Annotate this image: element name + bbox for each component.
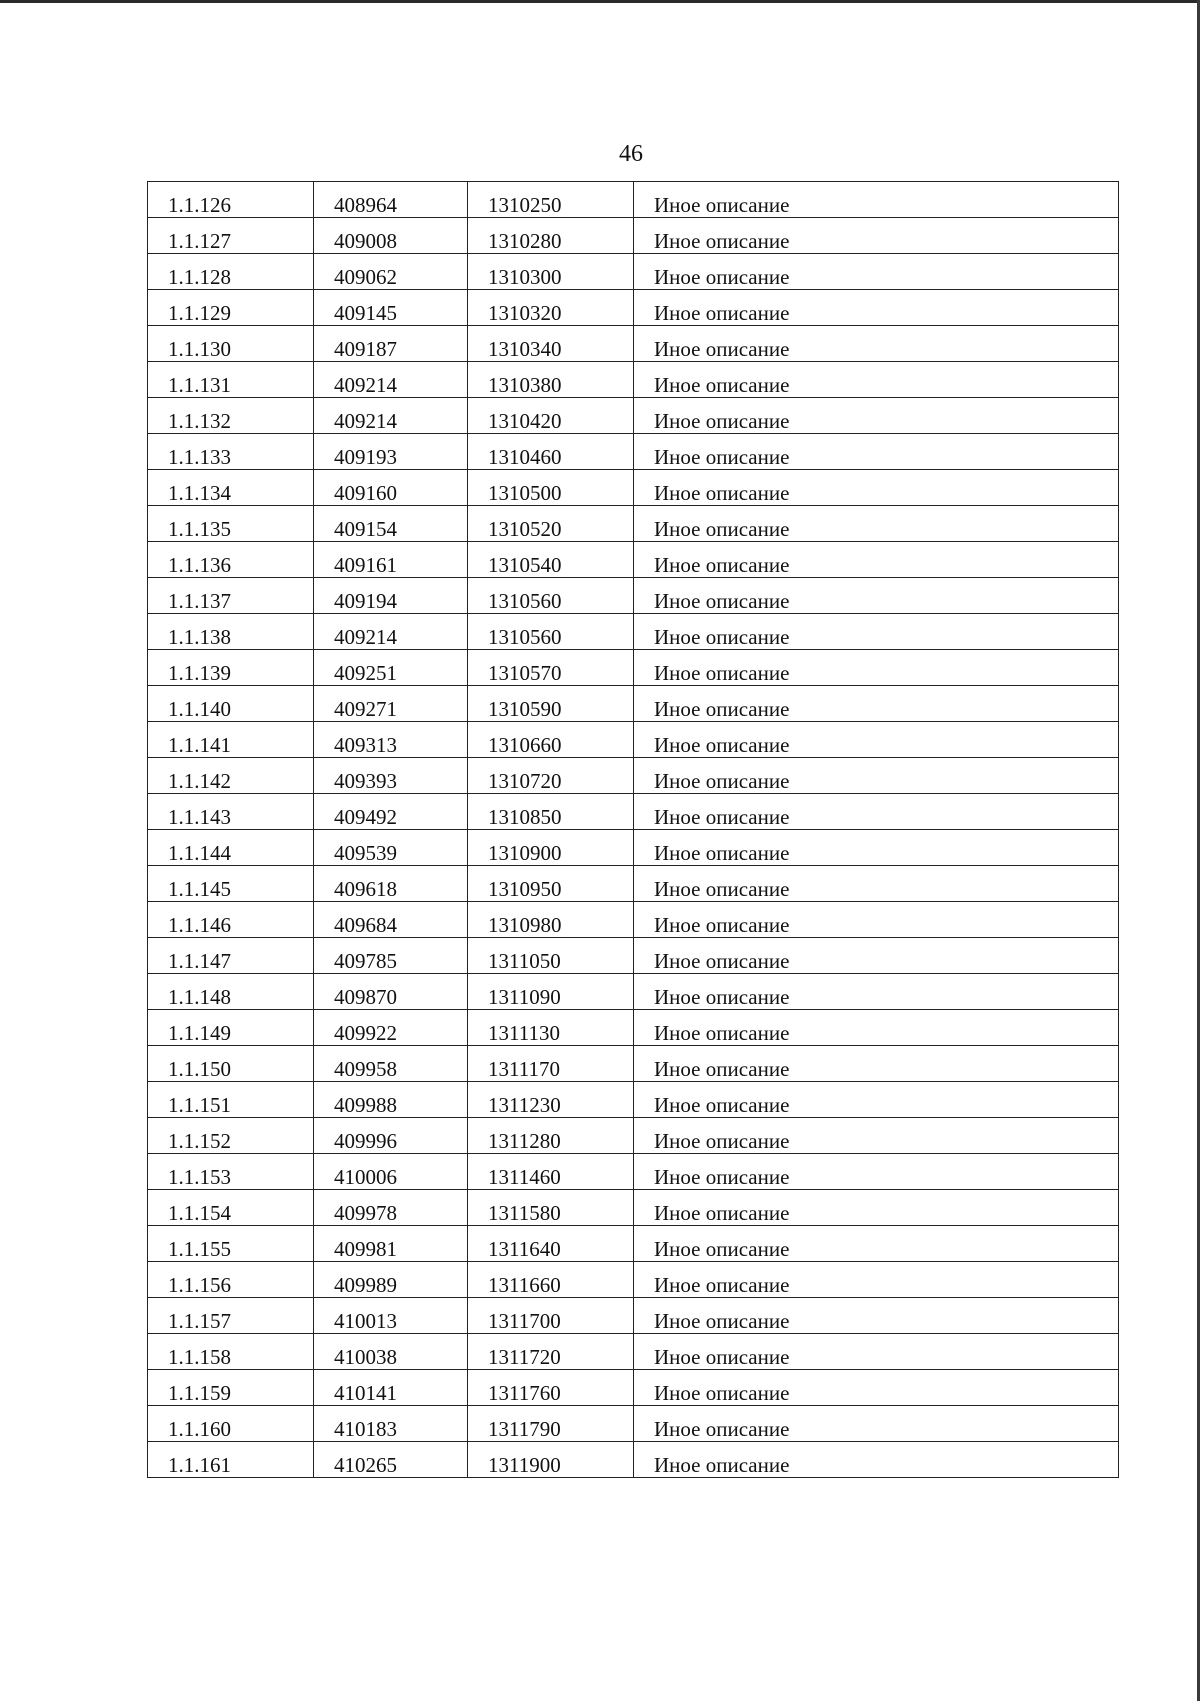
- coordinates-table: [147, 181, 1119, 1478]
- x-coordinate-cell: 409958: [314, 1046, 468, 1082]
- point-number-cell: 1.1.133: [148, 434, 314, 470]
- table-row: [148, 1154, 1119, 1190]
- table-row: [148, 722, 1119, 758]
- point-number-cell: 1.1.153: [148, 1154, 314, 1190]
- x-coordinate-cell: 409214: [314, 614, 468, 650]
- description-cell: Иное описание: [634, 470, 1119, 506]
- point-number-cell: 1.1.132: [148, 398, 314, 434]
- point-number-cell: 1.1.141: [148, 722, 314, 758]
- table-row: [148, 1118, 1119, 1154]
- y-coordinate-cell: 1310300: [468, 254, 634, 290]
- description-cell: Иное описание: [634, 614, 1119, 650]
- x-coordinate-cell: 409154: [314, 506, 468, 542]
- table-row: [148, 1190, 1119, 1226]
- point-number-cell: 1.1.160: [148, 1406, 314, 1442]
- x-coordinate-cell: 409996: [314, 1118, 468, 1154]
- point-number-cell: 1.1.130: [148, 326, 314, 362]
- point-number-cell: 1.1.147: [148, 938, 314, 974]
- description-cell: Иное описание: [634, 1298, 1119, 1334]
- description-cell: Иное описание: [634, 650, 1119, 686]
- description-cell: Иное описание: [634, 362, 1119, 398]
- x-coordinate-cell: 409193: [314, 434, 468, 470]
- x-coordinate-cell: 410013: [314, 1298, 468, 1334]
- x-coordinate-cell: 408964: [314, 182, 468, 218]
- x-coordinate-cell: 409194: [314, 578, 468, 614]
- x-coordinate-cell: 409271: [314, 686, 468, 722]
- point-number-cell: 1.1.137: [148, 578, 314, 614]
- point-number-cell: 1.1.161: [148, 1442, 314, 1478]
- point-number-cell: 1.1.134: [148, 470, 314, 506]
- table-row: [148, 254, 1119, 290]
- table-row: [148, 362, 1119, 398]
- table-row: [148, 1334, 1119, 1370]
- x-coordinate-cell: 409981: [314, 1226, 468, 1262]
- y-coordinate-cell: 1311580: [468, 1190, 634, 1226]
- description-cell: Иное описание: [634, 1406, 1119, 1442]
- y-coordinate-cell: 1311050: [468, 938, 634, 974]
- point-number-cell: 1.1.140: [148, 686, 314, 722]
- table-row: [148, 1298, 1119, 1334]
- scan-edge-top: [0, 0, 1200, 3]
- x-coordinate-cell: 409313: [314, 722, 468, 758]
- x-coordinate-cell: 409393: [314, 758, 468, 794]
- point-number-cell: 1.1.145: [148, 866, 314, 902]
- description-cell: Иное описание: [634, 866, 1119, 902]
- table-row: [148, 470, 1119, 506]
- point-number-cell: 1.1.151: [148, 1082, 314, 1118]
- x-coordinate-cell: 409008: [314, 218, 468, 254]
- point-number-cell: 1.1.154: [148, 1190, 314, 1226]
- y-coordinate-cell: 1310590: [468, 686, 634, 722]
- y-coordinate-cell: 1311280: [468, 1118, 634, 1154]
- table-row: [148, 794, 1119, 830]
- y-coordinate-cell: 1310540: [468, 542, 634, 578]
- table-row: [148, 758, 1119, 794]
- x-coordinate-cell: 409870: [314, 974, 468, 1010]
- description-cell: Иное описание: [634, 974, 1119, 1010]
- description-cell: Иное описание: [634, 830, 1119, 866]
- table-row: [148, 326, 1119, 362]
- table-body: [148, 182, 1119, 1478]
- description-cell: Иное описание: [634, 686, 1119, 722]
- x-coordinate-cell: 409062: [314, 254, 468, 290]
- table-row: [148, 974, 1119, 1010]
- page-number: 46: [619, 141, 643, 167]
- table-row: [148, 686, 1119, 722]
- point-number-cell: 1.1.159: [148, 1370, 314, 1406]
- x-coordinate-cell: 409978: [314, 1190, 468, 1226]
- y-coordinate-cell: 1311170: [468, 1046, 634, 1082]
- table-row: [148, 866, 1119, 902]
- point-number-cell: 1.1.148: [148, 974, 314, 1010]
- table-row: [148, 902, 1119, 938]
- table-row: [148, 1082, 1119, 1118]
- y-coordinate-cell: 1310560: [468, 578, 634, 614]
- point-number-cell: 1.1.138: [148, 614, 314, 650]
- table-row: [148, 938, 1119, 974]
- description-cell: Иное описание: [634, 254, 1119, 290]
- y-coordinate-cell: 1310560: [468, 614, 634, 650]
- y-coordinate-cell: 1311900: [468, 1442, 634, 1478]
- table-row: [148, 542, 1119, 578]
- y-coordinate-cell: 1310720: [468, 758, 634, 794]
- point-number-cell: 1.1.129: [148, 290, 314, 326]
- description-cell: Иное описание: [634, 326, 1119, 362]
- y-coordinate-cell: 1310520: [468, 506, 634, 542]
- description-cell: Иное описание: [634, 1082, 1119, 1118]
- description-cell: Иное описание: [634, 290, 1119, 326]
- description-cell: Иное описание: [634, 758, 1119, 794]
- table-row: [148, 830, 1119, 866]
- description-cell: Иное описание: [634, 506, 1119, 542]
- x-coordinate-cell: 409161: [314, 542, 468, 578]
- description-cell: Иное описание: [634, 1190, 1119, 1226]
- description-cell: Иное описание: [634, 1442, 1119, 1478]
- point-number-cell: 1.1.139: [148, 650, 314, 686]
- table-row: [148, 578, 1119, 614]
- y-coordinate-cell: 1310980: [468, 902, 634, 938]
- description-cell: Иное описание: [634, 434, 1119, 470]
- y-coordinate-cell: 1310250: [468, 182, 634, 218]
- description-cell: Иное описание: [634, 1010, 1119, 1046]
- description-cell: Иное описание: [634, 182, 1119, 218]
- table-row: [148, 1262, 1119, 1298]
- y-coordinate-cell: 1311640: [468, 1226, 634, 1262]
- description-cell: Иное описание: [634, 1370, 1119, 1406]
- table-row: [148, 614, 1119, 650]
- x-coordinate-cell: 410006: [314, 1154, 468, 1190]
- table-row: [148, 434, 1119, 470]
- y-coordinate-cell: 1311720: [468, 1334, 634, 1370]
- y-coordinate-cell: 1310900: [468, 830, 634, 866]
- table-row: [148, 1046, 1119, 1082]
- description-cell: Иное описание: [634, 1334, 1119, 1370]
- x-coordinate-cell: 409618: [314, 866, 468, 902]
- x-coordinate-cell: 410038: [314, 1334, 468, 1370]
- y-coordinate-cell: 1311230: [468, 1082, 634, 1118]
- y-coordinate-cell: 1310660: [468, 722, 634, 758]
- description-cell: Иное описание: [634, 542, 1119, 578]
- y-coordinate-cell: 1310320: [468, 290, 634, 326]
- point-number-cell: 1.1.143: [148, 794, 314, 830]
- y-coordinate-cell: 1311790: [468, 1406, 634, 1442]
- table-row: [148, 1010, 1119, 1046]
- table-row: [148, 1370, 1119, 1406]
- y-coordinate-cell: 1310570: [468, 650, 634, 686]
- y-coordinate-cell: 1311460: [468, 1154, 634, 1190]
- table-row: [148, 650, 1119, 686]
- description-cell: Иное описание: [634, 218, 1119, 254]
- point-number-cell: 1.1.135: [148, 506, 314, 542]
- y-coordinate-cell: 1310850: [468, 794, 634, 830]
- y-coordinate-cell: 1311660: [468, 1262, 634, 1298]
- y-coordinate-cell: 1310380: [468, 362, 634, 398]
- description-cell: Иное описание: [634, 1154, 1119, 1190]
- point-number-cell: 1.1.158: [148, 1334, 314, 1370]
- y-coordinate-cell: 1311760: [468, 1370, 634, 1406]
- point-number-cell: 1.1.142: [148, 758, 314, 794]
- point-number-cell: 1.1.126: [148, 182, 314, 218]
- x-coordinate-cell: 409684: [314, 902, 468, 938]
- table-row: [148, 398, 1119, 434]
- x-coordinate-cell: 409251: [314, 650, 468, 686]
- description-cell: Иное описание: [634, 938, 1119, 974]
- table-row: [148, 1406, 1119, 1442]
- description-cell: Иное описание: [634, 902, 1119, 938]
- x-coordinate-cell: 409539: [314, 830, 468, 866]
- description-cell: Иное описание: [634, 398, 1119, 434]
- point-number-cell: 1.1.146: [148, 902, 314, 938]
- point-number-cell: 1.1.150: [148, 1046, 314, 1082]
- point-number-cell: 1.1.131: [148, 362, 314, 398]
- y-coordinate-cell: 1310340: [468, 326, 634, 362]
- description-cell: Иное описание: [634, 1226, 1119, 1262]
- x-coordinate-cell: 409922: [314, 1010, 468, 1046]
- point-number-cell: 1.1.157: [148, 1298, 314, 1334]
- x-coordinate-cell: 409145: [314, 290, 468, 326]
- y-coordinate-cell: 1311700: [468, 1298, 634, 1334]
- description-cell: Иное описание: [634, 1262, 1119, 1298]
- point-number-cell: 1.1.152: [148, 1118, 314, 1154]
- x-coordinate-cell: 409187: [314, 326, 468, 362]
- description-cell: Иное описание: [634, 794, 1119, 830]
- table-row: [148, 1442, 1119, 1478]
- y-coordinate-cell: 1310280: [468, 218, 634, 254]
- x-coordinate-cell: 409214: [314, 362, 468, 398]
- table-row: [148, 182, 1119, 218]
- x-coordinate-cell: 410141: [314, 1370, 468, 1406]
- point-number-cell: 1.1.136: [148, 542, 314, 578]
- x-coordinate-cell: 409160: [314, 470, 468, 506]
- y-coordinate-cell: 1310460: [468, 434, 634, 470]
- table-row: [148, 506, 1119, 542]
- x-coordinate-cell: 409785: [314, 938, 468, 974]
- y-coordinate-cell: 1310500: [468, 470, 634, 506]
- x-coordinate-cell: 409989: [314, 1262, 468, 1298]
- table-row: [148, 1226, 1119, 1262]
- point-number-cell: 1.1.128: [148, 254, 314, 290]
- x-coordinate-cell: 410265: [314, 1442, 468, 1478]
- x-coordinate-cell: 409214: [314, 398, 468, 434]
- x-coordinate-cell: 409988: [314, 1082, 468, 1118]
- point-number-cell: 1.1.149: [148, 1010, 314, 1046]
- point-number-cell: 1.1.155: [148, 1226, 314, 1262]
- table-row: [148, 290, 1119, 326]
- description-cell: Иное описание: [634, 578, 1119, 614]
- x-coordinate-cell: 410183: [314, 1406, 468, 1442]
- point-number-cell: 1.1.127: [148, 218, 314, 254]
- description-cell: Иное описание: [634, 722, 1119, 758]
- description-cell: Иное описание: [634, 1118, 1119, 1154]
- y-coordinate-cell: 1311130: [468, 1010, 634, 1046]
- table-row: [148, 218, 1119, 254]
- y-coordinate-cell: 1311090: [468, 974, 634, 1010]
- description-cell: Иное описание: [634, 1046, 1119, 1082]
- y-coordinate-cell: 1310420: [468, 398, 634, 434]
- x-coordinate-cell: 409492: [314, 794, 468, 830]
- point-number-cell: 1.1.156: [148, 1262, 314, 1298]
- point-number-cell: 1.1.144: [148, 830, 314, 866]
- y-coordinate-cell: 1310950: [468, 866, 634, 902]
